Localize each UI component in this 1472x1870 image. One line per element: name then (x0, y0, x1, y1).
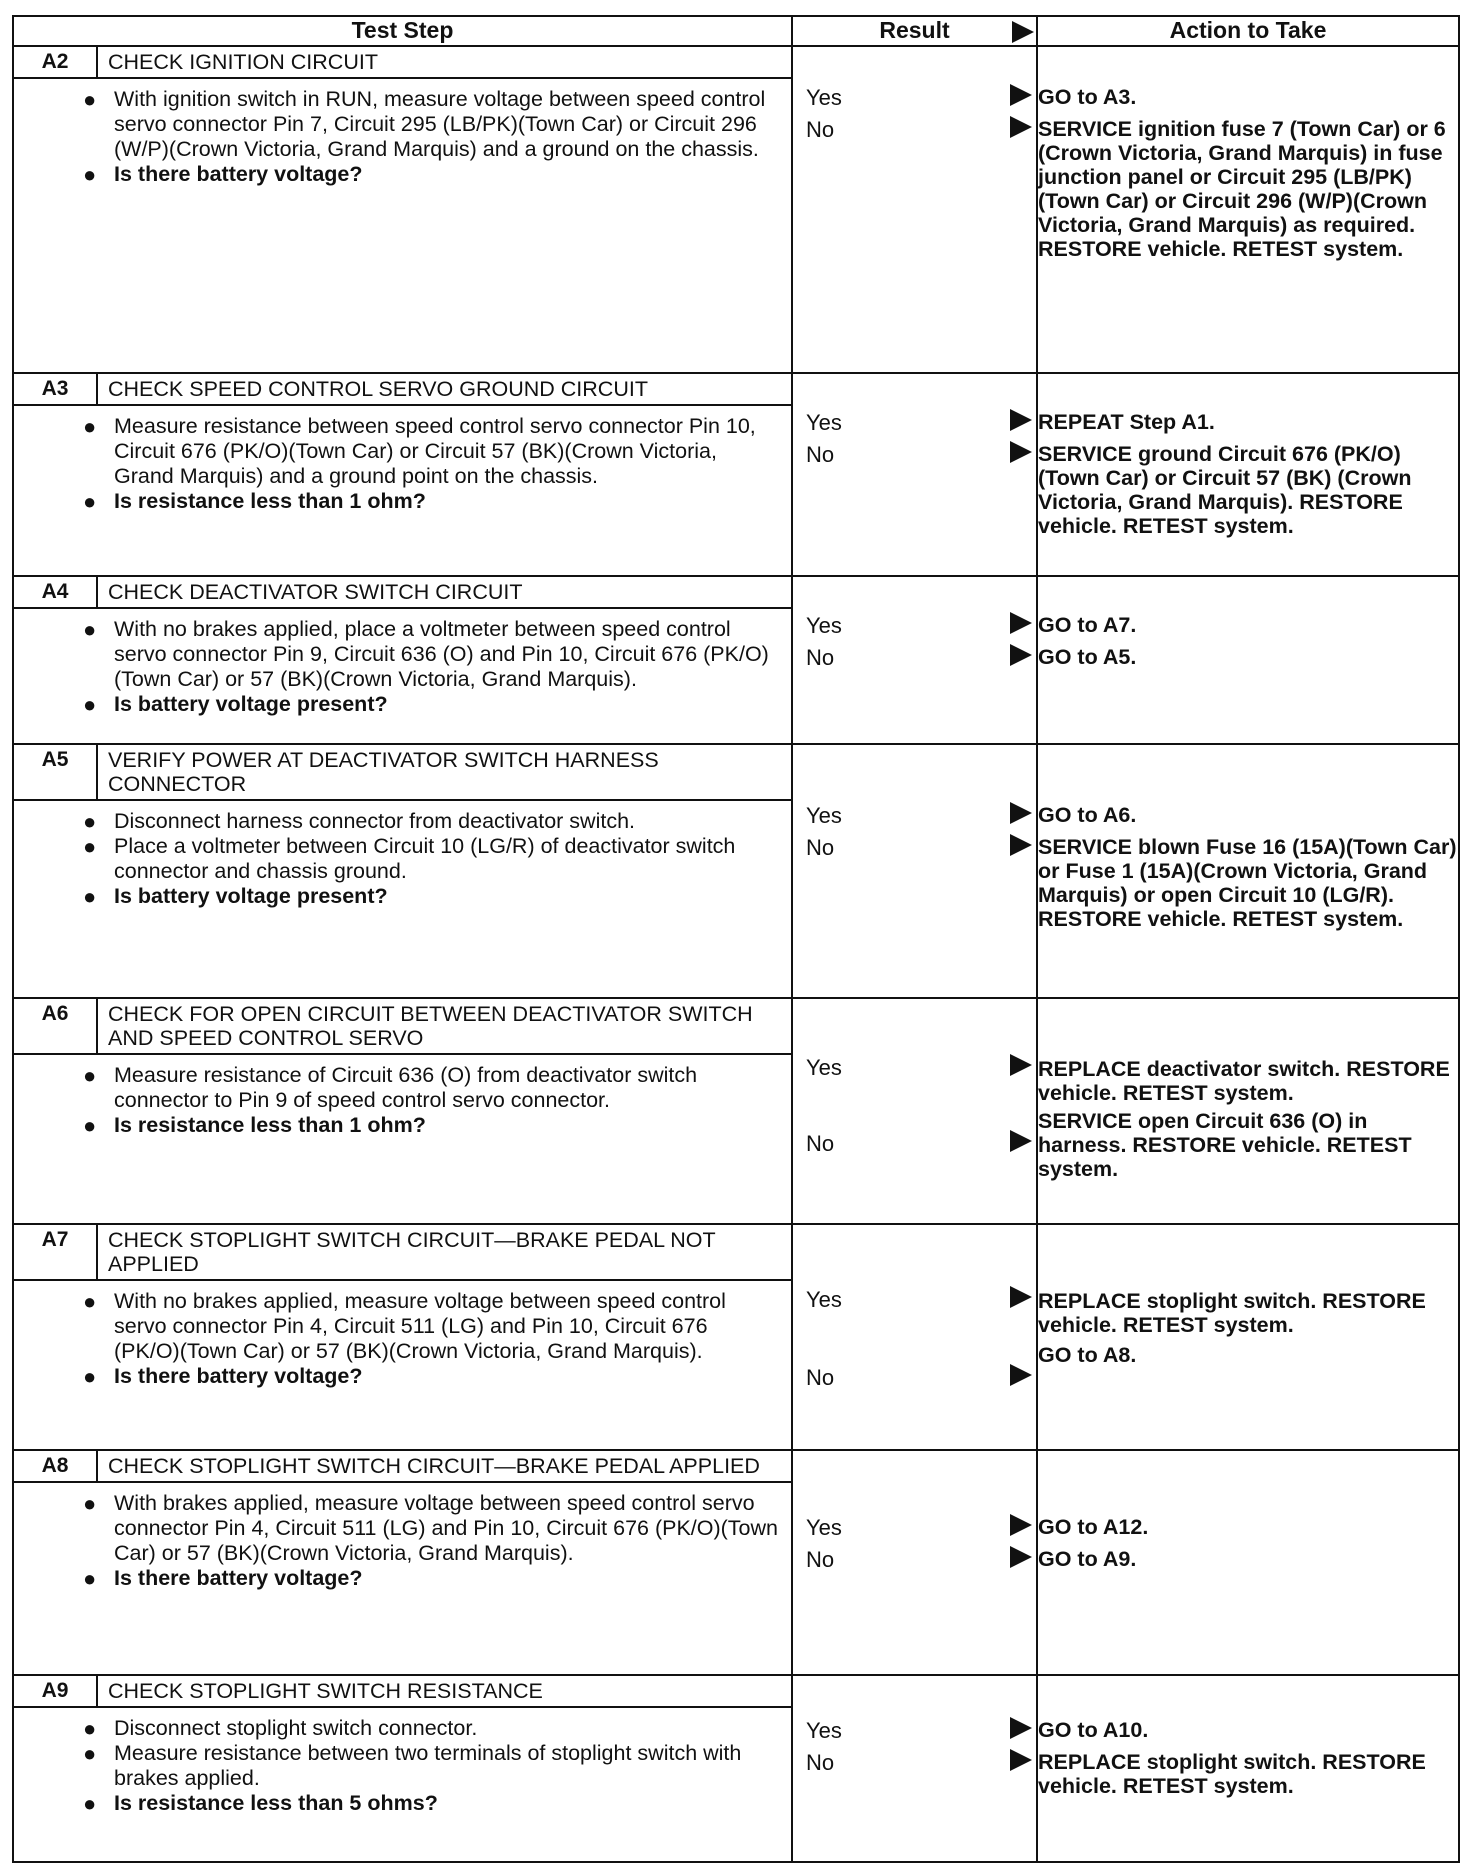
arrow-right-icon (1010, 612, 1032, 634)
step-title: CHECK FOR OPEN CIRCUIT BETWEEN DEACTIVATOR SWITCH AND SPEED CONTROL SERVO (108, 1002, 753, 1051)
action-cell (1037, 998, 1459, 1224)
result-no: No (806, 1750, 835, 1776)
step-instruction: With brakes applied, measure voltage between speed control servo connector Pin 4, Circuit 511 (LG) and Pin 10, Circuit 676 (PK/O)(Town Car) or 57 (BK)(Crown Victoria, Grand Marquis). (114, 1491, 779, 1566)
yes-action: GO to A3. (1038, 85, 1137, 109)
table-row (13, 744, 1459, 999)
step-title: CHECK STOPLIGHT SWITCH CIRCUIT—BRAKE PEDAL APPLIED (108, 1454, 760, 1479)
no-action: SERVICE ignition fuse 7 (Town Car) or 6 (Crown Victoria, Grand Marquis) in fuse junction panel or Circuit 295 (LB/PK)(Town Car) or Circuit 296 (W/P)(Crown Victoria, Grand Marquis) as required. RESTORE vehicle. RETEST system. (1038, 117, 1446, 261)
step-instruction: Measure resistance between two terminals of stoplight switch with brakes applied. (114, 1741, 742, 1791)
bullet-icon: ● (83, 1741, 97, 1767)
step-title: CHECK IGNITION CIRCUIT (108, 50, 378, 74)
step-question: Is resistance less than 1 ohm? (114, 1113, 426, 1138)
yes-action: GO to A6. (1038, 802, 1137, 827)
arrow-right-icon (1010, 1546, 1032, 1568)
result-no: No (806, 1131, 835, 1157)
result-yes: Yes (806, 612, 842, 638)
step-question: Is there battery voltage? (114, 1566, 363, 1591)
header-result-label: Result (879, 17, 950, 43)
bullet-icon: ● (83, 413, 97, 439)
no-action: SERVICE open Circuit 636 (O) in harness. RESTORE vehicle. RETEST system. (1038, 1109, 1412, 1182)
action-cell (1037, 1450, 1459, 1675)
arrow-right-icon (1010, 409, 1032, 431)
result-yes: Yes (806, 1055, 842, 1081)
step-question: Is battery voltage present? (114, 883, 388, 908)
test-step-cell (13, 1675, 792, 1862)
yes-action: REPEAT Step A1. (1038, 409, 1215, 434)
table-row (13, 998, 1459, 1224)
arrow-right-icon (1012, 21, 1034, 43)
bullet-icon: ● (83, 1113, 97, 1139)
step-question: Is there battery voltage? (114, 162, 363, 186)
yes-action: GO to A7. (1038, 612, 1137, 637)
result-cell (792, 576, 1037, 744)
step-instruction: Measure resistance between speed control servo connector Pin 10, Circuit 676 (PK/O)(Town Car) or Circuit 57 (BK)(Crown Victoria, Grand Marquis) and a ground point on the chassis. (114, 413, 756, 488)
step-id: A2 (14, 47, 98, 77)
table-row (13, 1450, 1459, 1675)
arrow-right-icon (1010, 1286, 1032, 1308)
arrow-right-icon (1010, 1514, 1032, 1536)
header-test-step: Test Step (13, 16, 792, 46)
action-cell (1037, 46, 1459, 373)
bullet-icon: ● (83, 1566, 97, 1592)
arrow-right-icon (1010, 1364, 1032, 1386)
table-row (13, 46, 1459, 373)
bullet-icon: ● (83, 691, 97, 717)
step-id: A3 (14, 374, 98, 404)
action-cell (1037, 576, 1459, 744)
action-cell (1037, 744, 1459, 999)
bullet-icon: ● (83, 1364, 97, 1390)
bullet-icon: ● (83, 1289, 97, 1315)
bullet-icon: ● (83, 808, 97, 834)
yes-action: REPLACE stoplight switch. RESTORE vehicle. RETEST system. (1038, 1289, 1426, 1338)
result-yes: Yes (806, 1515, 842, 1541)
test-step-cell (13, 998, 792, 1224)
result-no: No (806, 1547, 835, 1573)
step-instruction: With ignition switch in RUN, measure voltage between speed control servo connector Pin 7, Circuit 295 (LB/PK)(Town Car) or Circuit 296 (W/P)(Crown Victoria, Grand Marquis) and a ground on the chassis. (114, 87, 766, 161)
arrow-right-icon (1010, 802, 1032, 824)
test-step-cell (13, 373, 792, 576)
step-question: Is there battery voltage? (114, 1364, 363, 1389)
bullet-icon: ● (83, 883, 97, 909)
result-yes: Yes (806, 802, 842, 828)
result-yes: Yes (806, 1718, 842, 1744)
step-title: VERIFY POWER AT DEACTIVATOR SWITCH HARNESS CONNECTOR (108, 747, 659, 796)
bullet-icon: ● (83, 162, 97, 187)
result-no: No (806, 441, 835, 467)
bullet-icon: ● (83, 1716, 97, 1742)
bullet-icon: ● (83, 488, 97, 514)
no-action: GO to A8. (1038, 1343, 1137, 1368)
test-step-cell (13, 46, 792, 373)
step-question: Is resistance less than 1 ohm? (114, 488, 426, 513)
no-action: SERVICE ground Circuit 676 (PK/O)(Town Car) or Circuit 57 (BK) (Crown Victoria, Grand Marquis). RESTORE vehicle. RETEST system. (1038, 441, 1412, 538)
diagnostic-table (12, 15, 1460, 1863)
result-cell (792, 373, 1037, 576)
result-no: No (806, 117, 835, 142)
arrow-right-icon (1010, 1717, 1032, 1739)
no-action: REPLACE stoplight switch. RESTORE vehicle. RETEST system. (1038, 1750, 1426, 1799)
result-cell (792, 1675, 1037, 1862)
step-instruction: Measure resistance of Circuit 636 (O) from deactivator switch connector to Pin 9 of speed control servo connector. (114, 1063, 698, 1113)
test-step-cell (13, 1450, 792, 1675)
result-yes: Yes (806, 85, 842, 110)
bullet-icon: ● (83, 616, 97, 642)
result-no: No (806, 644, 835, 670)
result-cell (792, 998, 1037, 1224)
result-yes: Yes (806, 1287, 842, 1313)
step-title: CHECK STOPLIGHT SWITCH RESISTANCE (108, 1679, 543, 1704)
step-title: CHECK SPEED CONTROL SERVO GROUND CIRCUIT (108, 376, 648, 401)
test-step-cell (13, 1224, 792, 1450)
step-id: A8 (14, 1451, 98, 1481)
bullet-icon: ● (83, 1491, 97, 1517)
action-cell (1037, 1675, 1459, 1862)
step-instruction: With no brakes applied, place a voltmeter between speed control servo connector Pin 9, Circuit 636 (O) and Pin 10, Circuit 676 (PK/O)(Town Car) or 57 (BK)(Crown Victoria, Grand Marquis). (114, 616, 769, 691)
table-row (13, 1224, 1459, 1450)
arrow-right-icon (1010, 1749, 1032, 1771)
step-title: CHECK DEACTIVATOR SWITCH CIRCUIT (108, 579, 523, 604)
diagnostic-page (12, 15, 1458, 1863)
step-instruction: With no brakes applied, measure voltage between speed control servo connector Pin 4, Circuit 511 (LG) and Pin 10, Circuit 676 (PK/O)(Town Car) or 57 (BK)(Crown Victoria, Grand Marquis). (114, 1289, 726, 1364)
arrow-right-icon (1010, 1054, 1032, 1076)
bullet-icon: ● (83, 833, 97, 859)
arrow-right-icon (1010, 644, 1032, 666)
result-cell (792, 744, 1037, 999)
step-id: A5 (14, 745, 98, 799)
step-title: CHECK STOPLIGHT SWITCH CIRCUIT—BRAKE PEDAL NOT APPLIED (108, 1228, 716, 1277)
bullet-icon: ● (83, 87, 97, 112)
table-row (13, 373, 1459, 576)
result-yes: Yes (806, 409, 842, 435)
step-id: A4 (14, 577, 98, 607)
arrow-right-icon (1010, 441, 1032, 463)
step-instruction: Place a voltmeter between Circuit 10 (LG/R) of deactivator switch connector and chassis ground. (114, 833, 736, 883)
table-row (13, 576, 1459, 744)
yes-action: GO to A12. (1038, 1515, 1149, 1540)
yes-action: REPLACE deactivator switch. RESTORE vehicle. RETEST system. (1038, 1057, 1450, 1106)
result-no: No (806, 834, 835, 860)
arrow-right-icon (1010, 116, 1032, 138)
arrow-right-icon (1010, 84, 1032, 106)
step-instruction: Disconnect stoplight switch connector. (114, 1716, 478, 1741)
result-no: No (806, 1365, 835, 1391)
test-step-cell (13, 744, 792, 999)
action-cell (1037, 1224, 1459, 1450)
test-step-cell (13, 576, 792, 744)
result-cell (792, 46, 1037, 373)
bullet-icon: ● (83, 1791, 97, 1817)
table-row (13, 1675, 1459, 1862)
no-action: SERVICE blown Fuse 16 (15A)(Town Car) or Fuse 1 (15A)(Crown Victoria, Grand Marquis) or open Circuit 10 (LG/R). RESTORE vehicle. RETEST system. (1038, 834, 1457, 931)
step-question: Is resistance less than 5 ohms? (114, 1791, 438, 1816)
header-result (792, 16, 1037, 46)
step-id: A7 (14, 1225, 98, 1279)
bullet-icon: ● (83, 1063, 97, 1089)
arrow-right-icon (1010, 1130, 1032, 1152)
step-question: Is battery voltage present? (114, 691, 388, 716)
action-cell (1037, 373, 1459, 576)
step-instruction: Disconnect harness connector from deactivator switch. (114, 808, 636, 833)
result-cell (792, 1450, 1037, 1675)
result-cell (792, 1224, 1037, 1450)
arrow-right-icon (1010, 834, 1032, 856)
table-header-row (13, 16, 1459, 46)
no-action: GO to A9. (1038, 1547, 1137, 1572)
step-id: A9 (14, 1676, 98, 1706)
header-action: Action to Take (1037, 16, 1459, 46)
yes-action: GO to A10. (1038, 1718, 1149, 1743)
step-id: A6 (14, 999, 98, 1053)
no-action: GO to A5. (1038, 644, 1137, 669)
